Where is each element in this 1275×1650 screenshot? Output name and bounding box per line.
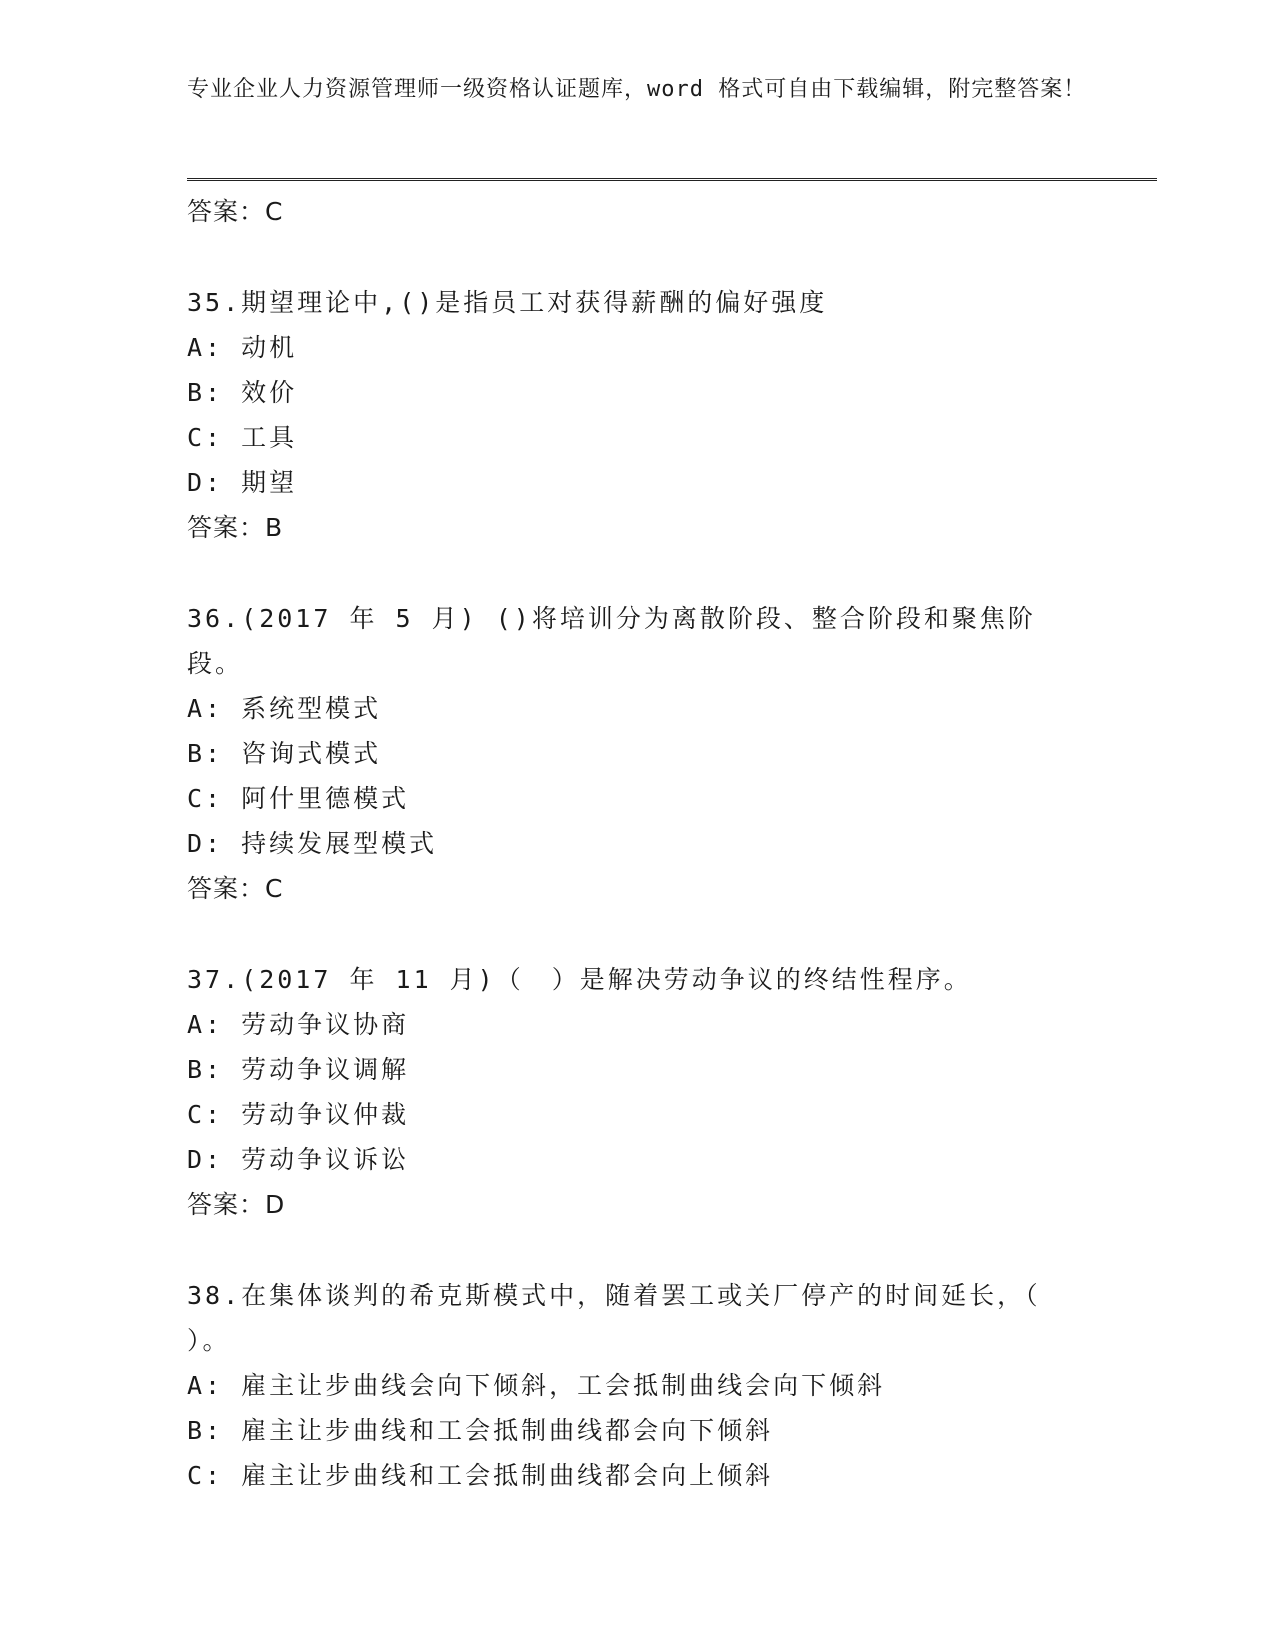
option-letter: D: xyxy=(187,1145,224,1174)
option-letter: C: xyxy=(187,1461,224,1490)
answer-line xyxy=(187,866,1087,911)
option-c xyxy=(187,776,1087,821)
answer-line xyxy=(187,189,1087,234)
question-stem: 36.(2017 年 5 月) ()将培训分为离散阶段、整合阶段和聚焦阶段。 xyxy=(187,604,1036,678)
option-a xyxy=(187,686,1087,731)
option-text: 咨询式模式 xyxy=(241,739,382,768)
option-d xyxy=(187,460,1087,505)
option-c xyxy=(187,1092,1087,1137)
answer-value: C xyxy=(265,197,285,226)
option-b xyxy=(187,1408,1087,1453)
answer-line xyxy=(187,505,1087,550)
option-letter: C: xyxy=(187,1100,224,1129)
option-text: 劳动争议协商 xyxy=(241,1010,410,1039)
answer-value: C xyxy=(265,874,285,903)
question-block xyxy=(187,280,1087,550)
spacer xyxy=(187,234,1087,280)
option-letter: B: xyxy=(187,1055,224,1084)
question-stem-line-2: ）。 xyxy=(187,1326,231,1355)
answer-line xyxy=(187,1182,1087,1227)
option-letter: C: xyxy=(187,423,224,452)
option-letter: D: xyxy=(187,829,224,858)
option-text: 劳动争议调解 xyxy=(241,1055,410,1084)
spacer xyxy=(187,550,1087,596)
question-stem: 35.期望理论中,()是指员工对获得薪酬的偏好强度 xyxy=(187,288,828,317)
option-text: 期望 xyxy=(241,468,298,497)
answer-value: B xyxy=(265,513,285,542)
option-text: 动机 xyxy=(241,333,298,362)
option-a xyxy=(187,1363,1087,1408)
option-letter: C: xyxy=(187,784,224,813)
header-divider xyxy=(187,178,1157,181)
answer-prefix: 答案： xyxy=(187,513,266,542)
option-b xyxy=(187,1047,1087,1092)
option-letter: A: xyxy=(187,1371,224,1400)
header-text: 专业企业人力资源管理师一级资格认证题库，word 格式可自由下载编辑，附完整答案！ xyxy=(187,77,1087,102)
answer-value: D xyxy=(265,1190,287,1219)
answer-prefix: 答案： xyxy=(187,874,266,903)
option-text: 劳动争议仲裁 xyxy=(241,1100,410,1129)
option-c xyxy=(187,1453,1087,1498)
option-text: 工具 xyxy=(241,423,298,452)
answer-prefix: 答案： xyxy=(187,197,266,226)
option-letter: B: xyxy=(187,378,224,407)
question-block xyxy=(187,596,1087,911)
option-d xyxy=(187,821,1087,866)
option-d xyxy=(187,1137,1087,1182)
option-text: 阿什里德模式 xyxy=(241,784,410,813)
option-letter: B: xyxy=(187,739,224,768)
option-text: 持续发展型模式 xyxy=(241,829,438,858)
answer-prefix: 答案： xyxy=(187,1190,266,1219)
option-text: 效价 xyxy=(241,378,298,407)
question-block xyxy=(187,1273,1087,1498)
option-letter: A: xyxy=(187,333,224,362)
option-b xyxy=(187,370,1087,415)
option-text: 劳动争议诉讼 xyxy=(241,1145,410,1174)
option-b xyxy=(187,731,1087,776)
question-stem-line-1: 38.在集体谈判的希克斯模式中，随着罢工或关厂停产的时间延长，（ xyxy=(187,1281,1041,1310)
option-text: 雇主让步曲线和工会抵制曲线都会向下倾斜 xyxy=(241,1416,774,1445)
option-text: 系统型模式 xyxy=(241,694,382,723)
option-a xyxy=(187,325,1087,370)
spacer xyxy=(187,1227,1087,1273)
option-text: 雇主让步曲线会向下倾斜，工会抵制曲线会向下倾斜 xyxy=(241,1371,886,1400)
question-stem: 37.(2017 年 11 月)（ ）是解决劳动争议的终结性程序。 xyxy=(187,965,972,994)
question-block xyxy=(187,957,1087,1227)
option-a xyxy=(187,1002,1087,1047)
page-header xyxy=(187,74,1087,105)
option-letter: B: xyxy=(187,1416,224,1445)
spacer xyxy=(187,911,1087,957)
option-text: 雇主让步曲线和工会抵制曲线都会向上倾斜 xyxy=(241,1461,774,1490)
option-letter: D: xyxy=(187,468,224,497)
question-list xyxy=(187,189,1087,1498)
option-c xyxy=(187,415,1087,460)
option-letter: A: xyxy=(187,1010,224,1039)
option-letter: A: xyxy=(187,694,224,723)
